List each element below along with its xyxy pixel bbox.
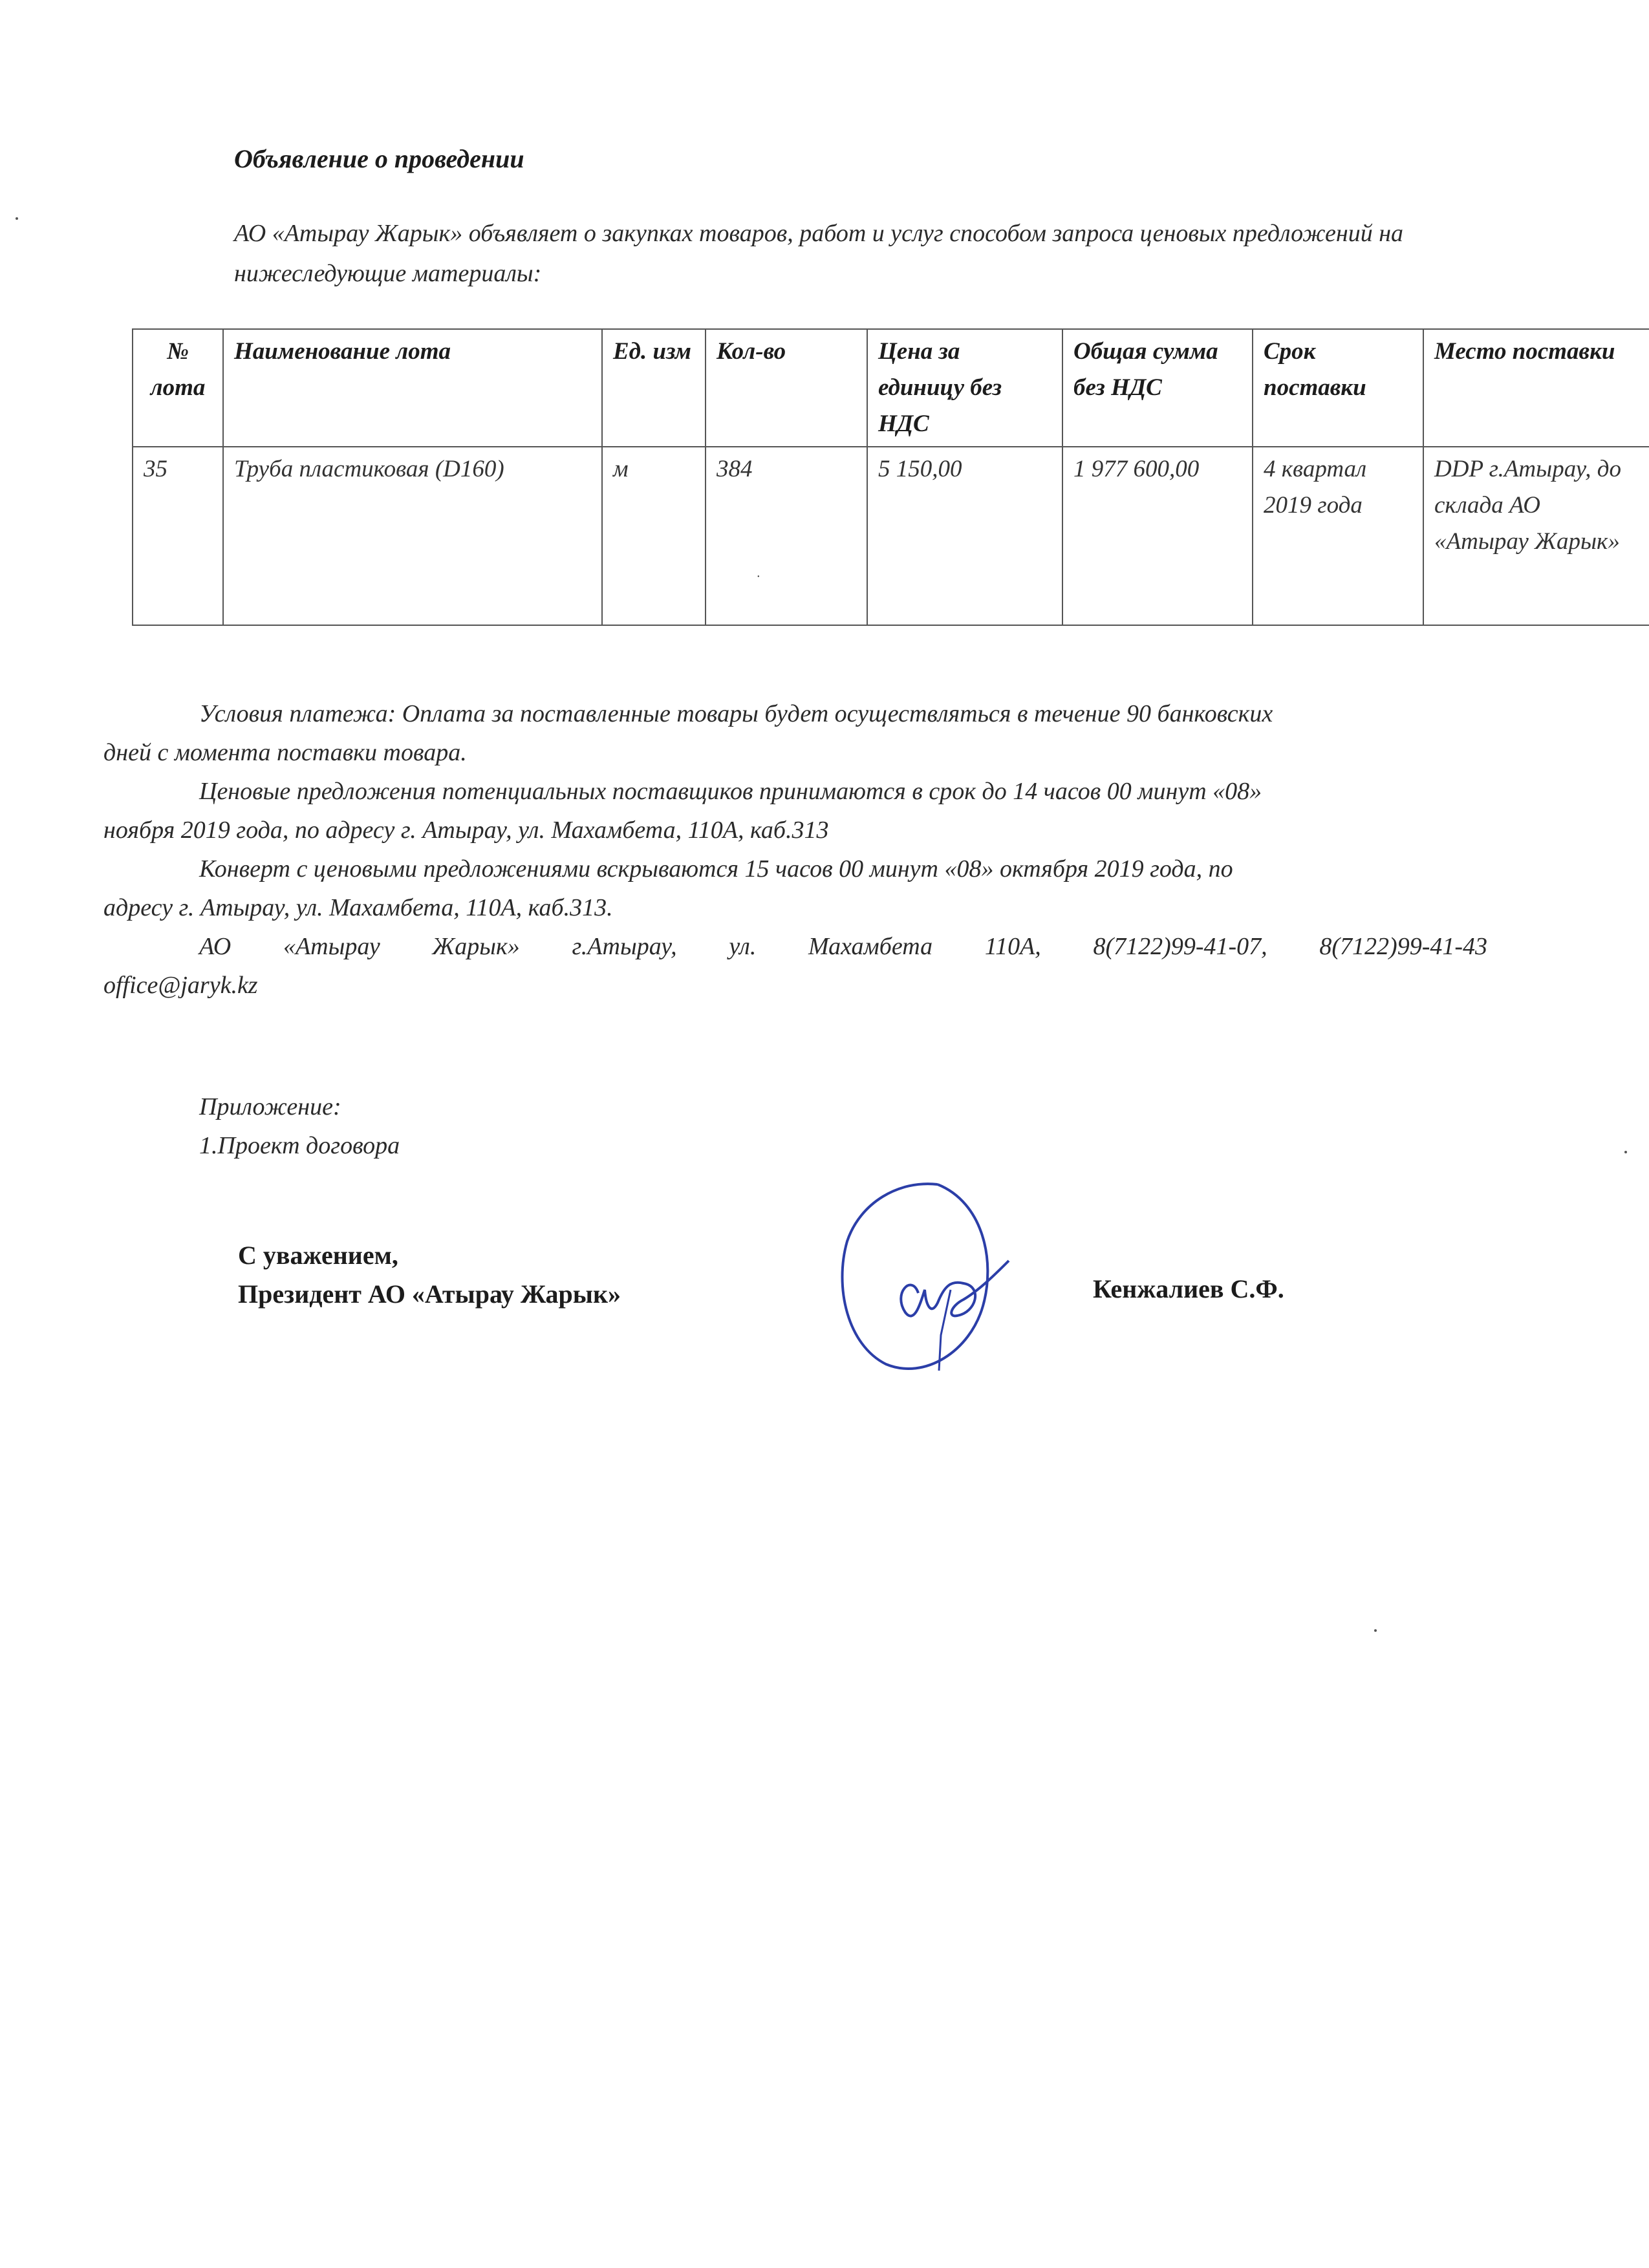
- opening-paragraph: [103, 850, 1487, 927]
- contacts-line1: АО «Атырау Жарык» г.Атырау, ул. Махамбета 110А, 8(7122)99-41-07, 8(7122)99-41-43: [199, 933, 1487, 960]
- header-total: Общая сумма без НДС: [1062, 329, 1253, 447]
- cell-unit-price: 5 150,00: [867, 447, 1062, 625]
- signature-image: [821, 1177, 1035, 1384]
- payment-terms-line2: дней с момента поставки товара.: [103, 739, 467, 766]
- appendix-item: 1.Проект договора: [199, 1132, 400, 1159]
- table-row: [133, 447, 1649, 625]
- lots-table: [132, 328, 1649, 626]
- opening-line2: адресу г. Атырау, ул. Махамбета, 110А, каб.313.: [103, 894, 613, 921]
- intro-paragraph: АО «Атырау Жарык» объявляет о закупках товаров, работ и услуг способом запроса ценовых предложений на нижеследующие материалы:: [234, 220, 1404, 287]
- table-header-row: [133, 329, 1649, 447]
- submission-deadline-line1: Ценовые предложения потенциальных поставщиков принимаются в срок до 14 часов 00 минут «08»: [199, 778, 1262, 805]
- header-unit: Ед. изм: [602, 329, 706, 447]
- cell-delivery-place: DDP г.Атырау, до склада АО «Атырау Жарык»: [1423, 447, 1649, 625]
- payment-terms-paragraph: [103, 694, 1487, 772]
- header-delivery-term: Срок поставки: [1253, 329, 1423, 447]
- contacts-email[interactable]: office@jaryk.kz: [103, 972, 258, 999]
- cell-quantity: [706, 447, 867, 625]
- cell-lot-no: 35: [133, 447, 223, 625]
- scan-speck: [1374, 1629, 1377, 1632]
- cell-quantity-value: 384: [717, 456, 753, 482]
- signer-name: Кенжалиев С.Ф.: [1093, 1274, 1284, 1303]
- cell-lot-name: Труба пластиковая (D160): [223, 447, 602, 625]
- opening-line1: Конверт с ценовыми предложениями вскрываются 15 часов 00 минут «08» октября 2019 года, по: [199, 855, 1233, 883]
- scan-speck: [1624, 1151, 1627, 1153]
- cell-delivery-term: 4 квартал 2019 года: [1253, 447, 1423, 625]
- header-unit-price: Цена за единицу без НДС: [867, 329, 1062, 447]
- scan-dot: ·: [757, 570, 760, 584]
- payment-terms-line1: Условия платежа: Оплата за поставленные товары будет осуществляться в течение 90 банковских: [199, 700, 1273, 727]
- submission-deadline-line2: ноября 2019 года, по адресу г. Атырау, ул. Махамбета, 110А, каб.313: [103, 817, 829, 844]
- scan-speck: [16, 217, 18, 220]
- closing-block: [238, 1236, 621, 1314]
- header-lot-no: № лота: [133, 329, 223, 447]
- document-title: Объявление о проведении: [234, 144, 524, 173]
- cell-total: 1 977 600,00: [1062, 447, 1253, 625]
- submission-deadline-paragraph: [103, 772, 1487, 850]
- contacts-paragraph: [103, 927, 1487, 1005]
- appendix-label: Приложение:: [199, 1093, 341, 1120]
- header-lot-name: Наименование лота: [223, 329, 602, 447]
- header-delivery-place: Место поставки: [1423, 329, 1649, 447]
- header-quantity: Кол-во: [706, 329, 867, 447]
- closing-position: Президент АО «Атырау Жарык»: [238, 1279, 621, 1309]
- cell-unit: м: [602, 447, 706, 625]
- closing-regards: С уважением,: [238, 1241, 398, 1270]
